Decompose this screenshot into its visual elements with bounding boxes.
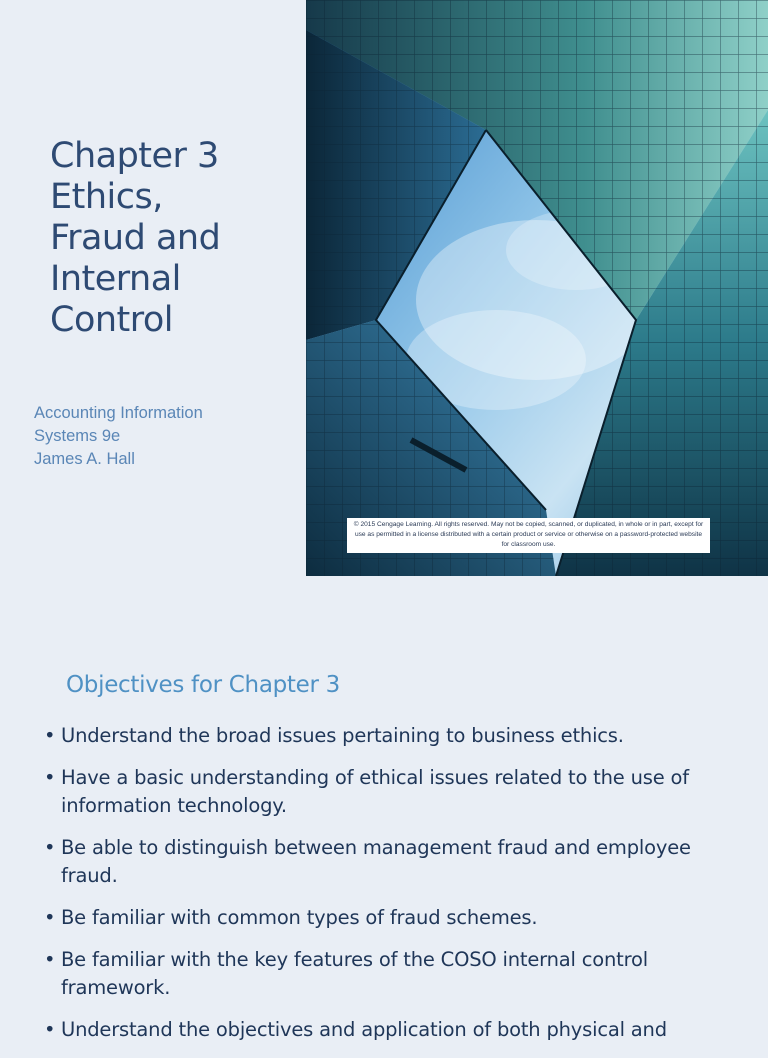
objective-text: Be familiar with common types of fraud schemes.: [61, 906, 538, 929]
objective-text: Be able to distinguish between management fraud and employee fraud.: [61, 836, 691, 887]
bullet-icon: •: [44, 948, 56, 971]
title-line: Internal: [50, 259, 181, 299]
bullet-icon: •: [44, 1018, 56, 1041]
book-subtitle: [34, 402, 294, 471]
objective-text: Have a basic understanding of ethical issues related to the use of information technology.: [61, 766, 689, 817]
objective-text: Be familiar with the key features of the COSO internal control framework.: [61, 948, 648, 999]
objective-item: [44, 904, 734, 932]
subtitle-line: Systems 9e: [34, 427, 121, 445]
title-line: Fraud and: [50, 218, 221, 258]
bullet-icon: •: [44, 766, 56, 789]
subtitle-line: Accounting Information: [34, 404, 203, 422]
copyright-notice: © 2015 Cengage Learning. All rights reserved. May not be copied, scanned, or duplicated, in whole or in part, except for use as permitted in a license distributed with a certain product or service or otherwise on a password-protected website for classroom use.: [347, 518, 710, 553]
objectives-slide: [0, 576, 768, 1041]
objective-item: [44, 1016, 734, 1044]
objective-text: Understand the broad issues pertaining to business ethics.: [61, 724, 624, 747]
building-photo-illustration: [306, 0, 768, 576]
title-line: Ethics,: [50, 177, 163, 217]
title-line: Control: [50, 300, 174, 340]
bullet-icon: •: [44, 724, 56, 747]
objective-item: [44, 946, 734, 1002]
glass-building-sky-photo: [306, 0, 768, 576]
objective-text: Understand the objectives and application of both physical and: [61, 1018, 667, 1041]
objective-item: [44, 722, 734, 750]
objective-item: [44, 764, 734, 820]
chapter-title: [50, 136, 300, 341]
title-line: Chapter 3: [50, 136, 219, 176]
subtitle-line: James A. Hall: [34, 450, 135, 468]
objectives-heading: Objectives for Chapter 3: [66, 672, 340, 698]
bullet-icon: •: [44, 906, 56, 929]
objectives-list: [44, 722, 734, 1058]
objective-item: [44, 834, 734, 890]
bullet-icon: •: [44, 836, 56, 859]
